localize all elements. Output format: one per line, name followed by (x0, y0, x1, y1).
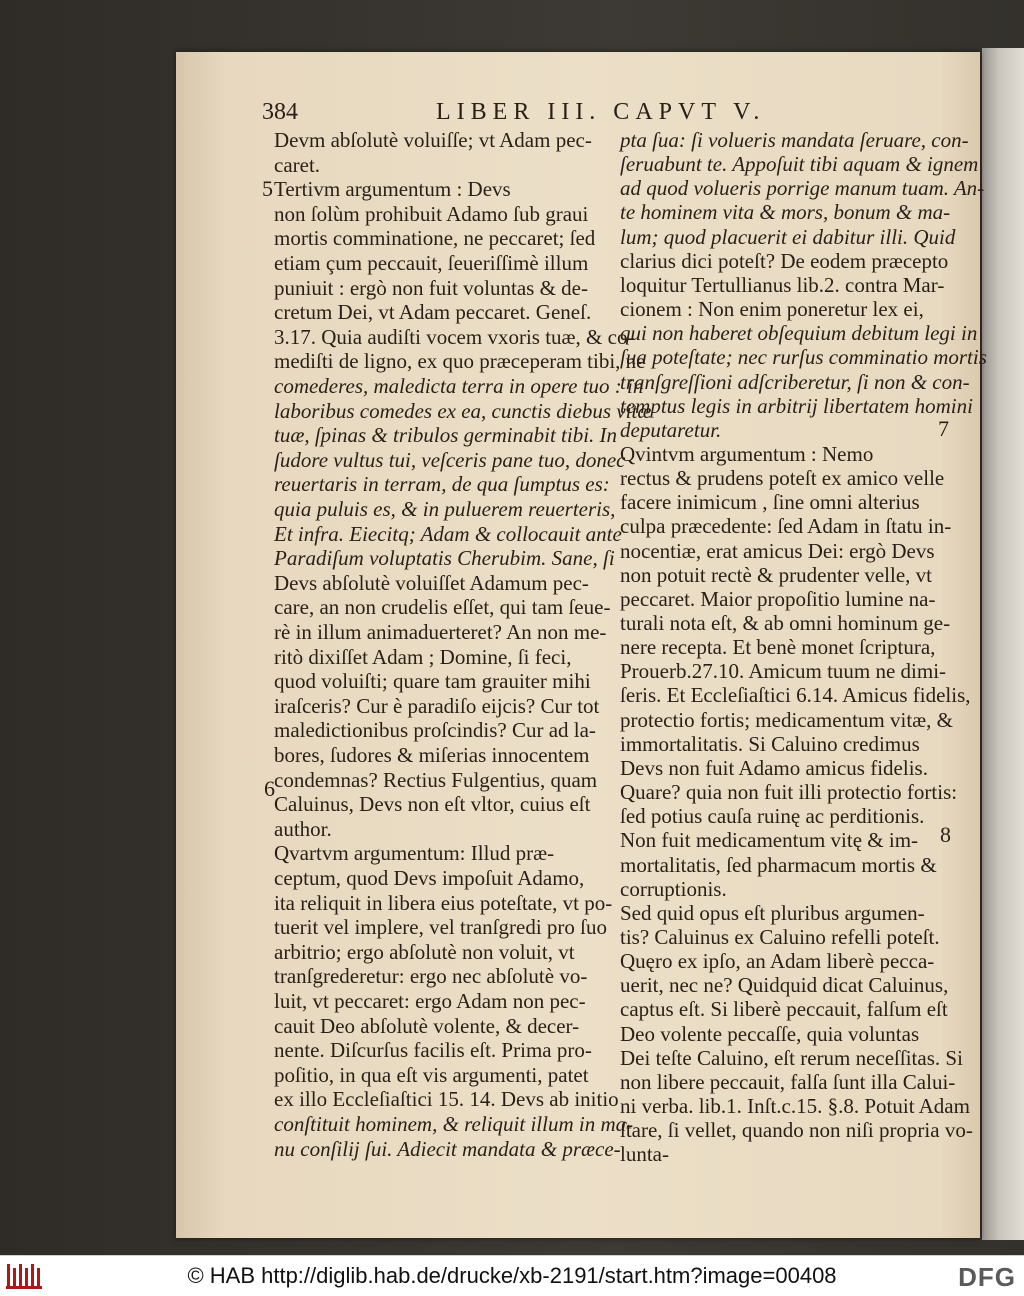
text-line: nu conſilij ſui. Adiecit mandata & præce- (274, 1136, 621, 1161)
text-line: deputaretur. (620, 417, 722, 442)
text-line: ex illo Eccleſiaſtici 15. 14. Devs ab initio (274, 1087, 619, 1112)
text-line: Non fuit medicamentum vitę & im- (620, 828, 919, 853)
text-line: etiam çum peccauit, ſeueriſſimè illum (274, 251, 589, 275)
text-line: immortalitatis. Si Caluino credimus (620, 731, 920, 756)
text-line: Dei teſte Caluino, eſt rerum neceſſitas. Si (620, 1045, 963, 1070)
text-line: ſeris. Et Eccleſiaſtici 6.14. Amicus fidelis, (620, 683, 971, 708)
text-line: te hominem vita & mors, bonum & ma- (620, 200, 951, 225)
text-line: poſitio, in qua eſt vis argumenti, patet (274, 1062, 589, 1087)
text-line: cionem : Non enim poneretur lex ei, (620, 297, 924, 322)
text-line: Deo volente peccaſſe, quia voluntas (620, 1021, 920, 1046)
margin-number: 6 (264, 776, 275, 801)
text-line: comederes, maledicta terra in opere tuo : in (274, 374, 644, 398)
text-line: loquitur Tertullianus lib.2. contra Mar- (620, 272, 945, 297)
text-line: Qvartvm argumentum: Illud præ- (274, 841, 555, 866)
text-line: Paradiſum voluptatis Cherubim. Sane, ſi (274, 546, 615, 571)
text-line: laboribus comedes ex ea, cunctis diebus vitæ (274, 398, 652, 423)
text-line: puniuit : ergò non fuit voluntas & de- (274, 275, 588, 300)
text-line: non libere peccauit, falſa ſunt illa Calui- (620, 1069, 956, 1094)
text-line: lum; quod placuerit ei dabitur illi. Quid (620, 224, 956, 249)
text-line: rectus & prudens poteſt ex amico velle (620, 466, 945, 491)
text-line: Tertivm argumentum : Devs (274, 177, 511, 202)
text-line: ad quod volueris porrige manum tuam. An- (620, 176, 985, 201)
text-line: qui non haberet obſequium debitum legi in (620, 321, 978, 346)
text-line: 3.17. Quia audiſti vocem vxoris tuæ, & co- (274, 324, 635, 349)
dfg-logo: DFG (958, 1262, 1016, 1292)
text-line: Prouerb.27.10. Amicum tuum ne dimi- (620, 659, 947, 684)
text-line: Sed quid opus eſt pluribus argumen- (620, 900, 925, 925)
text-line: ſeruabunt te. Appoſuit tibi aquam & ignem (620, 152, 979, 177)
text-line: Devs abſolutè voluiſſet Adamum pec- (274, 570, 589, 595)
margin-number: 8 (940, 822, 951, 847)
footer-bar (0, 1255, 1024, 1296)
text-line: corruptionis. (620, 876, 727, 901)
text-line: author. (274, 816, 332, 841)
text-line: maledictionibus proſcindis? Cur ad la- (274, 718, 596, 743)
text-line: tranſgrederetur: ergo nec abſolutè vo- (274, 964, 588, 989)
text-line: Devs non fuit Adamo amicus fidelis. (620, 755, 928, 780)
text-line: nere recepta. Et benè monet ſcriptura, (620, 635, 936, 660)
text-line: clarius dici poteſt? De eodem præcepto (620, 248, 949, 273)
text-line: bores, ſudores & miſerias innocentem (274, 743, 590, 767)
text-line: lunta- (620, 1142, 669, 1167)
text-line: nente. Diſcurſus facilis eſt. Prima pro- (274, 1038, 592, 1063)
text-line: Quęro ex ipſo, an Adam liberè pecca- (620, 949, 935, 974)
text-line: ſtare, ſi vellet, quando non niſi propria vo- (620, 1118, 973, 1143)
text-line: uerit, nec ne? Quidquid dicat Caluinus, (620, 973, 949, 998)
text-line: turali nota eſt, & ab omni hominum ge- (620, 611, 951, 635)
text-line: mediſti de ligno, ex quo præceperam tibi, ne (274, 349, 646, 374)
text-line: ſudore vultus tui, veſceris pane tuo, donec (274, 447, 626, 472)
margin-number: 7 (938, 416, 949, 441)
text-line: ni verba. lib.1. Inſt.c.15. §.8. Potuit Adam (620, 1094, 970, 1118)
text-line: peccaret. Maior propoſitio lumine na- (620, 586, 936, 611)
text-line: caret. (274, 152, 321, 177)
text-line: mortis comminatione, ne peccaret; ſed (274, 226, 596, 251)
text-line: quod voluiſti; quare tam grauiter mihi (274, 669, 591, 694)
text-line: non ſolùm prohibuit Adamo ſub graui (274, 201, 589, 226)
text-line: Devm abſolutè voluiſſe; vt Adam pec- (274, 128, 592, 152)
text-line: mortalitatis, ſed pharmacum mortis & (620, 852, 937, 877)
text-line: facere inimicum , ſine omni alterius (620, 490, 920, 515)
text-line: arbitrio; ergo abſolutè non voluit, vt (274, 939, 575, 964)
text-line: ceptum, quod Devs impoſuit Adamo, (274, 866, 585, 890)
text-line: cretum Dei, vt Adam peccaret. Geneſ. (274, 300, 592, 325)
text-line: Et infra. Eiecitq; Adam & collocauit ante (274, 521, 622, 546)
text-line: ſua poteſtate; nec rurſus comminatio mortis (620, 345, 987, 370)
text-line: tuæ, ſpinas & tribulos germinabit tibi. In (274, 423, 618, 448)
text-line: Caluinus, Devs non eſt vltor, cuius eſt (274, 792, 591, 817)
text-line: conſtituit hominem, & reliquit illum in ma- (274, 1112, 634, 1136)
text-line: care, an non crudelis eſſet, qui tam ſeue- (274, 595, 611, 620)
text-line: culpa præcedente: ſed Adam in ſtatu in- (620, 514, 952, 539)
text-line: reuertaris in terram, de qua ſumptus es: (274, 472, 610, 497)
copyright-url-text: © HAB http://diglib.hab.de/drucke/xb-2191/start.htm?image=00408 (187, 1263, 837, 1288)
text-line: quia puluis es, & in puluerem reuerteris, (274, 497, 616, 521)
text-line: captus eſt. Si liberè peccauit, falſum eſt (620, 997, 948, 1022)
text-line: ſed potius cauſa ruinę ac perditionis. (620, 804, 925, 829)
running-title: LIBER III. CAPVT V. (436, 99, 766, 125)
text-line: non potuit rectè & prudenter velle, vt (620, 562, 932, 587)
text-line: Quare? quia non fuit illi protectio fortis: (620, 780, 958, 805)
text-line: condemnas? Rectius Fulgentius, quam (274, 767, 598, 792)
page-number: 384 (262, 99, 298, 125)
text-line: cauit Deo abſolutè volente, & decer- (274, 1013, 580, 1038)
text-line: ritò dixiſſet Adam ; Domine, ſi feci, (274, 644, 572, 669)
text-line: tranſgreſſioni adſcriberetur, ſi non & con- (620, 369, 970, 394)
text-line: pta ſua: ſi volueris mandata ſeruare, con- (620, 128, 969, 152)
text-line: luit, vt peccaret: ergo Adam non pec- (274, 989, 586, 1013)
text-line: protectio fortis; medicamentum vitæ, & (620, 707, 954, 732)
text-line: rè in illum animaduerteret? An non me- (274, 620, 607, 644)
margin-number: 5 (262, 176, 273, 201)
text-line: temptus legis in arbitrij libertatem homini (620, 393, 973, 418)
adjacent-page-edge (982, 48, 1024, 1240)
text-line: Qvintvm argumentum : Nemo (620, 441, 874, 466)
text-line: ita reliquit in libera eius poteſtate, vt po- (274, 890, 613, 915)
text-line: nocentiæ, erat amicus Dei: ergò Devs (620, 538, 935, 563)
text-line: tis? Caluinus ex Caluino refelli poteſt. (620, 924, 940, 949)
text-line: iraſceris? Cur è paradiſo eijcis? Cur tot (274, 693, 600, 718)
text-line: tuerit vel implere, vel tranſgredi pro ſuo (274, 915, 607, 940)
